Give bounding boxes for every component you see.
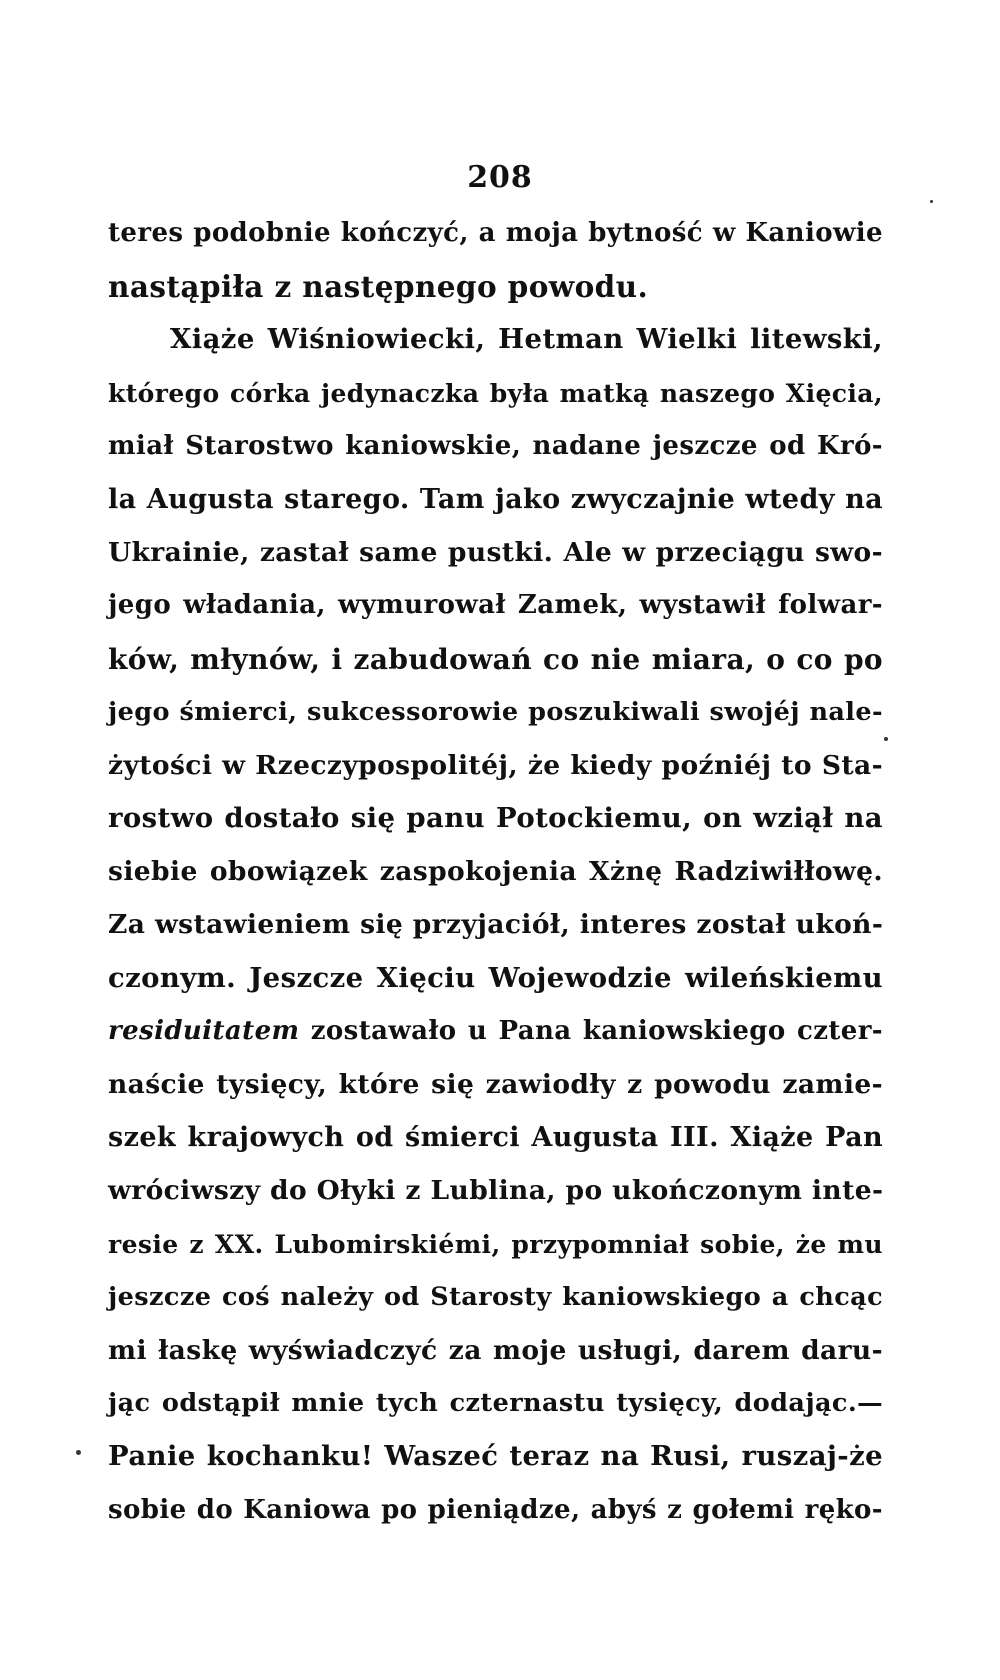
body-text xyxy=(108,207,883,1537)
text-line: nastąpiła z następnego powodu. xyxy=(108,269,649,305)
text-line: Ukrainie, zastał same pustki. Ale w przeciągu swo- xyxy=(108,537,883,569)
text-line: ków, młynów, i zabudowań co nie miara, o co po xyxy=(108,642,883,676)
text-line: jego śmierci, sukcessorowie poszukiwali swojéj nale- xyxy=(108,696,883,727)
text-line: naście tysięcy, które się zawiodły z powodu zamie- xyxy=(108,1069,883,1100)
text-line: żytości w Rzeczypospolitéj, że kiedy poźniéj to Sta- xyxy=(108,749,883,781)
text-line: sobie do Kaniowa po pieniądze, abyś z gołemi ręko- xyxy=(108,1494,883,1525)
text-line: Panie kochanku! Waszeć teraz na Rusi, ruszaj-że xyxy=(108,1440,883,1473)
text-line: mi łaskę wyświadczyć za moje usługi, darem daru- xyxy=(108,1334,883,1366)
page-number: 208 xyxy=(467,160,533,195)
text-line: którego córka jedynaczka była matką naszego Xięcia, xyxy=(108,378,883,408)
text-line: miał Starostwo kaniowskie, nadane jeszcze od Kró- xyxy=(108,430,883,461)
text-line: jego władania, wymurował Zamek, wystawił folwar- xyxy=(108,590,883,621)
text-line: resie z XX. Lubomirskiémi, przypomniał sobie, że mu xyxy=(108,1229,883,1259)
text-line: czonym. Jeszcze Xięciu Wojewodzie wileńskiemu xyxy=(108,961,883,994)
text-line: jąc odstąpił mnie tych czternastu tysięcy, dodając.— xyxy=(108,1388,883,1419)
text-line: jeszcze coś należy od Starosty kaniowskiego a chcąc xyxy=(108,1281,883,1312)
text-line: teres podobnie kończyć, a moja bytność w Kaniowie xyxy=(108,218,883,248)
text-line: rostwo dostało się panu Potockiemu, on wziął na xyxy=(108,802,883,835)
text-line: residuitatem zostawało u Pana kaniowskiego czter- xyxy=(108,1015,883,1046)
print-speck xyxy=(884,737,888,741)
text-line: Za wstawieniem się przyjaciół, interes został ukoń- xyxy=(108,909,884,941)
text-line: szek krajowych od śmierci Augusta III. Xiąże Pan xyxy=(108,1122,883,1154)
print-speck xyxy=(930,200,933,203)
text-line: Xiąże Wiśniowiecki, Hetman Wielki litewski, xyxy=(170,323,883,356)
print-speck xyxy=(76,1450,81,1455)
italic-word: residuitatem xyxy=(108,1015,300,1046)
text-line: wróciwszy do Ołyki z Lublina, po ukończonym inte- xyxy=(108,1175,884,1207)
text-line: la Augusta starego. Tam jako zwyczajnie wtedy na xyxy=(108,483,883,515)
text-line: siebie obowiązek zaspokojenia Xżnę Radziwiłłowę. xyxy=(108,856,883,888)
